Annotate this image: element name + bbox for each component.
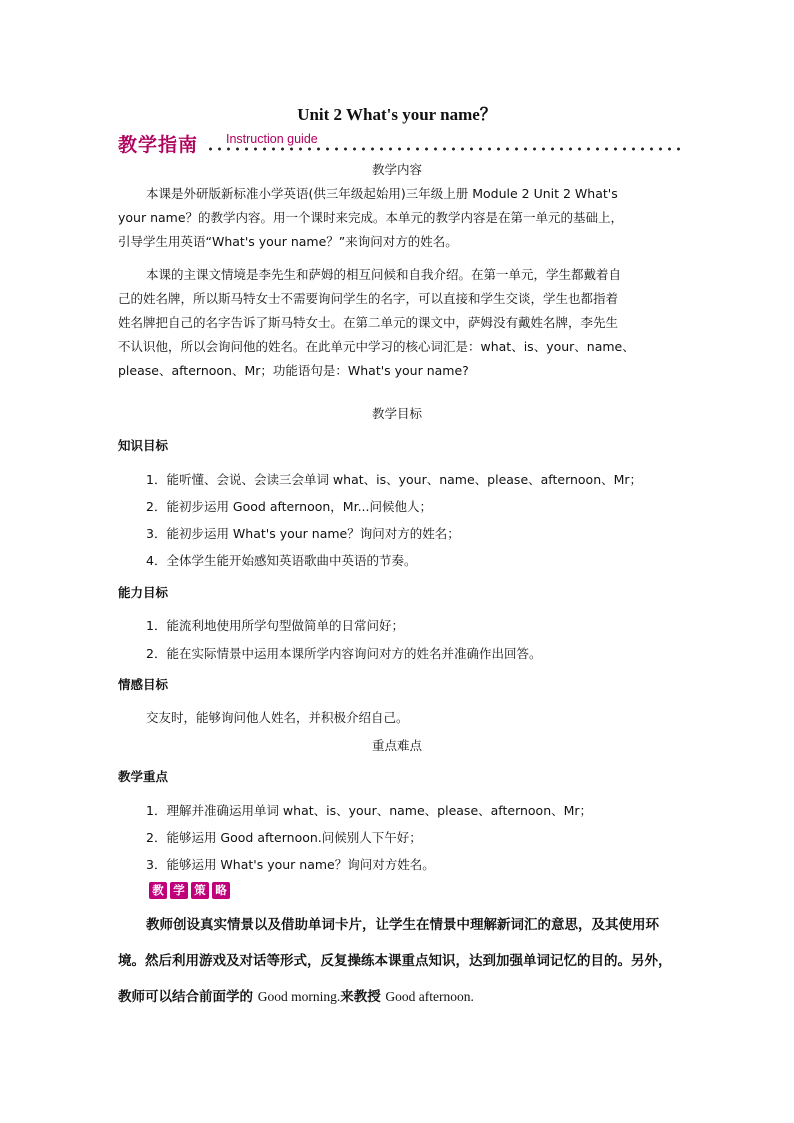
content-paragraph-1: [118, 182, 678, 254]
paragraph-line: 教师创设真实情景以及借助单词卡片，让学生在情景中理解新词汇的意思，及其使用环: [146, 917, 659, 933]
list-item: 2．能够运用 Good afternoon.问候别人下午好；: [146, 830, 422, 845]
teaching-focus-label: 教学重点: [118, 769, 169, 784]
paragraph-line: please、afternoon、Mr；功能语句是：What's your name?: [118, 363, 469, 378]
content-paragraph-2: [118, 263, 678, 383]
list-item: 4．全体学生能开始感知英语歌曲中英语的节奏。: [146, 553, 417, 568]
paragraph-line: 本课的主课文情境是李先生和萨姆的相互问候和自我介绍。在第一单元，学生都戴着自: [146, 267, 622, 282]
knowledge-objectives-label: 知识目标: [118, 438, 169, 453]
list-item: 1．能听懂、会说、会读三会单词 what、is、your、name、please、afternoon、Mr；: [146, 472, 643, 487]
line-segment: 教师可以结合前面学的: [118, 989, 258, 1005]
list-item: 1．理解并准确运用单词 what、is、your、name、please、afternoon、Mr；: [146, 803, 593, 818]
instruction-guide-banner: [118, 130, 684, 156]
list-item: 3．能够运用 What's your name？询问对方姓名。: [146, 857, 435, 872]
list-item: 1．能流利地使用所学句型做简单的日常问好；: [146, 618, 404, 633]
strategy-paragraph: [118, 907, 678, 1015]
line-segment: Good afternoon.: [385, 989, 474, 1004]
paragraph-line: your name？的教学内容。用一个课时来完成。本单元的教学内容是在第一单元的基础上，: [118, 210, 624, 225]
badge-char: 略: [212, 882, 230, 899]
emotion-objective-text: 交友时，能够询问他人姓名，并积极介绍自己。: [146, 710, 409, 725]
list-item: 3．能初步运用 What's your name？询问对方的姓名；: [146, 526, 460, 541]
strategy-badge: [149, 882, 230, 899]
paragraph-line: 己的姓名牌，所以斯马特女士不需要询问学生的名字，可以直接和学生交谈，学生也都指着: [118, 291, 619, 306]
guide-title-en: Instruction guide: [226, 132, 318, 146]
dotted-divider: [206, 147, 684, 151]
paragraph-line: 境。然后利用游戏及对话等形式，反复操练本课重点知识，达到加强单词记忆的目的。另外，: [118, 953, 672, 969]
paragraph-line: 本课是外研版新标准小学英语(供三年级起始用)三年级上册 Module 2 Unit 2 What's: [146, 186, 618, 201]
emotion-objectives-label: 情感目标: [118, 677, 169, 692]
page-title: Unit 2 What's your name？: [297, 105, 497, 124]
paragraph-line: 姓名牌把自己的名字告诉了斯马特女士。在第二单元的课文中，萨姆没有戴姓名牌，李先生: [118, 315, 619, 330]
paragraph-line: 不认识他，所以会询问他的姓名。在此单元中学习的核心词汇是：what、is、your、name、: [118, 339, 635, 354]
list-item: 2．能在实际情景中运用本课所学内容询问对方的姓名并准确作出回答。: [146, 646, 542, 661]
badge-char: 教: [149, 882, 167, 899]
ability-objectives-label: 能力目标: [118, 585, 169, 600]
paragraph-line: 引导学生用英语“What's your name？”来询问对方的姓名。: [118, 234, 458, 249]
section-heading-keypoints: 重点难点: [371, 738, 422, 753]
line-segment: 来教授: [340, 989, 386, 1005]
guide-title-cn: 教学指南: [118, 134, 199, 156]
list-item: 2．能初步运用 Good afternoon，Mr...问候他人；: [146, 499, 433, 514]
badge-char: 学: [170, 882, 188, 899]
section-heading-content: 教学内容: [371, 162, 422, 177]
section-heading-objectives: 教学目标: [371, 406, 422, 421]
badge-char: 策: [191, 882, 209, 899]
line-segment: Good morning.: [257, 989, 341, 1004]
paragraph-line: [118, 979, 678, 1015]
